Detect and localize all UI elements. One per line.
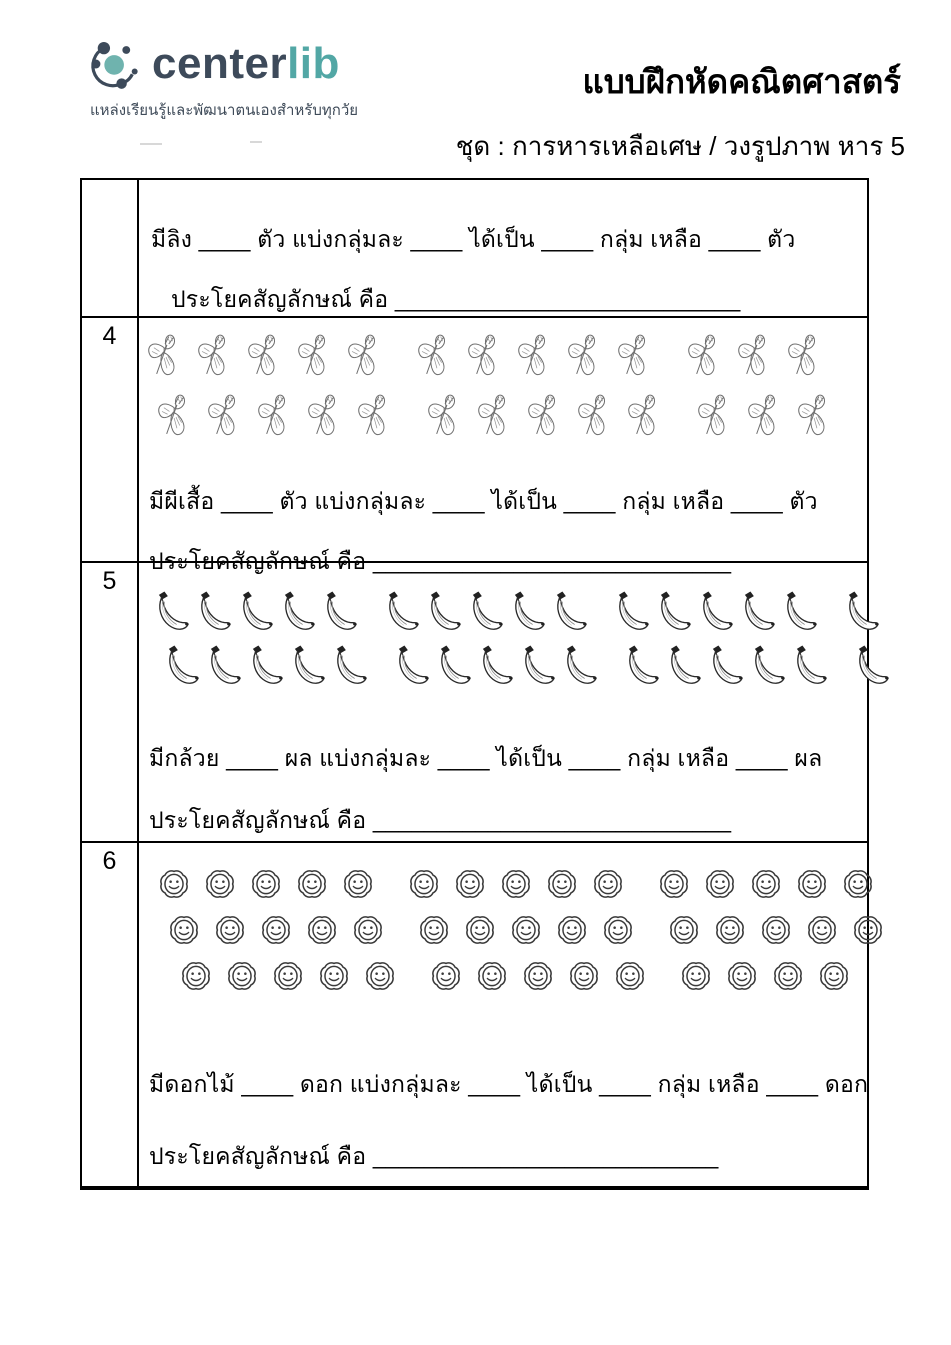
picture-grid-bananas (151, 589, 889, 693)
picture-group (153, 863, 379, 905)
banana-icon (559, 643, 597, 693)
butterfly-icon (293, 330, 339, 386)
answer-blank: ____________________________ (372, 548, 732, 574)
flower-smiley-icon (813, 955, 855, 997)
flower-smiley-icon (801, 909, 843, 951)
flower-smiley-icon (245, 863, 287, 905)
picture-group (143, 330, 389, 386)
flower-smiley-icon (505, 909, 547, 951)
butterfly-icon (413, 330, 459, 386)
answer-label: ประโยคสัญลักษณ์ คือ (171, 286, 389, 312)
picture-group (413, 909, 639, 951)
flower-smiley-icon (425, 955, 467, 997)
flower-smiley-icon (459, 909, 501, 951)
banana-icon (161, 643, 199, 693)
answer-blank: ___________________________ (394, 286, 741, 312)
picture-group (425, 955, 651, 997)
butterfly-icon (743, 390, 789, 446)
butterfly-icon (613, 330, 659, 386)
butterfly-icon (733, 330, 779, 386)
scan-artifact (250, 141, 262, 143)
picture-group (391, 643, 597, 693)
brand-secondary-text: lib (287, 39, 340, 88)
butterfly-icon (303, 390, 349, 446)
flower-smiley-icon (563, 955, 605, 997)
flower-smiley-icon (587, 863, 629, 905)
question-sentence: มีดอกไม้ ____ ดอก แบ่งกลุ่มละ ____ ได้เป็น ____ กลุ่ม เหลือ ____ ดอก (149, 1071, 869, 1097)
butterfly-icon (193, 330, 239, 386)
butterfly-icon (353, 390, 399, 446)
picture-group (611, 589, 817, 639)
flower-smiley-icon (767, 955, 809, 997)
banana-icon (851, 643, 889, 693)
brand-wordmark (152, 39, 340, 88)
banana-icon (611, 589, 649, 639)
scan-artifact (140, 143, 162, 145)
flower-smiley-icon (221, 955, 263, 997)
banana-icon (841, 589, 879, 639)
flower-smiley-icon (721, 955, 763, 997)
picture-row (151, 589, 889, 639)
question-row-6 (82, 843, 867, 1186)
flower-smiley-icon (449, 863, 491, 905)
question-number: 6 (82, 843, 139, 1186)
banana-icon (705, 643, 743, 693)
butterfly-icon (423, 390, 469, 446)
picture-group (693, 390, 839, 446)
picture-group (413, 330, 659, 386)
flower-smiley-icon (597, 909, 639, 951)
flower-smiley-icon (517, 955, 559, 997)
butterfly-icon (793, 390, 839, 446)
picture-group (621, 643, 827, 693)
flower-smiley-icon (153, 863, 195, 905)
flower-smiley-icon (663, 909, 705, 951)
picture-group (381, 589, 587, 639)
flower-smiley-icon (541, 863, 583, 905)
banana-icon (621, 643, 659, 693)
flower-smiley-icon (313, 955, 355, 997)
picture-group (175, 955, 401, 997)
picture-row (143, 330, 839, 386)
centerlib-logo (88, 36, 358, 122)
brand-primary-text: center (152, 39, 288, 88)
banana-icon (549, 589, 587, 639)
picture-group (653, 863, 879, 905)
picture-row (163, 909, 889, 951)
flower-smiley-icon (847, 909, 889, 951)
flower-smiley-icon (495, 863, 537, 905)
picture-group (683, 330, 829, 386)
picture-group (403, 863, 629, 905)
picture-group (161, 643, 367, 693)
flower-smiley-icon (199, 863, 241, 905)
banana-icon (737, 589, 775, 639)
banana-icon (747, 643, 785, 693)
flower-smiley-icon (551, 909, 593, 951)
butterfly-icon (203, 390, 249, 446)
answer-blank: ___________________________ (372, 1143, 719, 1169)
flower-smiley-icon (291, 863, 333, 905)
answer-line (171, 282, 740, 318)
flower-smiley-icon (255, 909, 297, 951)
brand-tagline: แหล่งเรียนรู้และพัฒนาตนเองสำหรับทุกวัย (90, 102, 359, 119)
banana-icon (319, 589, 357, 639)
butterfly-icon (573, 390, 619, 446)
question-sentence: มีกล้วย ____ ผล แบ่งกลุ่มละ ____ ได้เป็น ____ กลุ่ม เหลือ ____ ผล (149, 745, 823, 771)
flower-smiley-icon (791, 863, 833, 905)
flower-smiley-icon (709, 909, 751, 951)
butterfly-icon (153, 390, 199, 446)
butterfly-icon (683, 330, 729, 386)
picture-group (663, 909, 889, 951)
banana-icon (245, 643, 283, 693)
banana-icon (653, 589, 691, 639)
flower-smiley-icon (347, 909, 389, 951)
flower-smiley-icon (403, 863, 445, 905)
banana-icon (789, 643, 827, 693)
flower-smiley-icon (413, 909, 455, 951)
flower-smiley-icon (301, 909, 343, 951)
answer-line (149, 803, 731, 839)
flower-smiley-icon (609, 955, 651, 997)
banana-icon (779, 589, 817, 639)
picture-group (153, 390, 399, 446)
picture-row (153, 390, 839, 446)
butterfly-icon (523, 390, 569, 446)
butterfly-icon (623, 390, 669, 446)
picture-group (163, 909, 389, 951)
flower-smiley-icon (163, 909, 205, 951)
banana-icon (381, 589, 419, 639)
banana-icon (695, 589, 733, 639)
answer-label: ประโยคสัญลักษณ์ คือ (149, 1143, 367, 1169)
worksheet-table (80, 178, 869, 1190)
question-row-3-partial (82, 180, 867, 318)
flower-smiley-icon (209, 909, 251, 951)
centerlib-logo-icon (88, 36, 144, 92)
question-row-4 (82, 318, 867, 574)
picture-row (161, 643, 889, 693)
flower-smiley-icon (699, 863, 741, 905)
flower-smiley-icon (267, 955, 309, 997)
banana-icon (507, 589, 545, 639)
flower-smiley-icon (175, 955, 217, 997)
flower-smiley-icon (675, 955, 717, 997)
question-number: 4 (82, 318, 139, 561)
banana-icon (277, 589, 315, 639)
flower-smiley-icon (337, 863, 379, 905)
flower-smiley-icon (359, 955, 401, 997)
butterfly-icon (243, 330, 289, 386)
banana-icon (151, 589, 189, 639)
banana-icon (391, 643, 429, 693)
question-number: 5 (82, 563, 139, 841)
flower-smiley-icon (745, 863, 787, 905)
answer-blank: ____________________________ (372, 807, 732, 833)
banana-icon (475, 643, 513, 693)
butterfly-icon (253, 390, 299, 446)
picture-group (841, 589, 879, 639)
banana-icon (517, 643, 555, 693)
butterfly-icon (783, 330, 829, 386)
picture-row (153, 863, 889, 905)
banana-icon (193, 589, 231, 639)
picture-group (675, 955, 855, 997)
banana-icon (329, 643, 367, 693)
flower-smiley-icon (653, 863, 695, 905)
banana-icon (433, 643, 471, 693)
butterfly-icon (463, 330, 509, 386)
answer-line (149, 1139, 718, 1175)
picture-grid-butterflies (143, 330, 839, 446)
butterfly-icon (513, 330, 559, 386)
flower-smiley-icon (471, 955, 513, 997)
picture-grid-flowers (153, 863, 889, 997)
banana-icon (423, 589, 461, 639)
question-sentence: มีผีเสื้อ ____ ตัว แบ่งกลุ่มละ ____ ได้เป็น ____ กลุ่ม เหลือ ____ ตัว (149, 488, 818, 514)
butterfly-icon (143, 330, 189, 386)
banana-icon (203, 643, 241, 693)
butterfly-icon (563, 330, 609, 386)
butterfly-icon (473, 390, 519, 446)
flower-smiley-icon (755, 909, 797, 951)
question-sentence: มีลิง ____ ตัว แบ่งกลุ่มละ ____ ได้เป็น ____ กลุ่ม เหลือ ____ ตัว (151, 226, 796, 252)
answer-label: ประโยคสัญลักษณ์ คือ (149, 548, 367, 574)
question-number (82, 180, 139, 316)
picture-row (175, 955, 889, 997)
picture-group (423, 390, 669, 446)
butterfly-icon (693, 390, 739, 446)
picture-group (851, 643, 889, 693)
banana-icon (663, 643, 701, 693)
butterfly-icon (343, 330, 389, 386)
answer-label: ประโยคสัญลักษณ์ คือ (149, 807, 367, 833)
banana-icon (465, 589, 503, 639)
question-row-5 (82, 563, 867, 843)
flower-smiley-icon (837, 863, 879, 905)
page-subtitle: ชุด : การหารเหลือเศษ / วงรูปภาพ หาร 5 (455, 131, 905, 161)
page-title: แบบฝึกหัดคณิตศาสตร์ (582, 63, 901, 100)
banana-icon (287, 643, 325, 693)
picture-group (151, 589, 357, 639)
banana-icon (235, 589, 273, 639)
